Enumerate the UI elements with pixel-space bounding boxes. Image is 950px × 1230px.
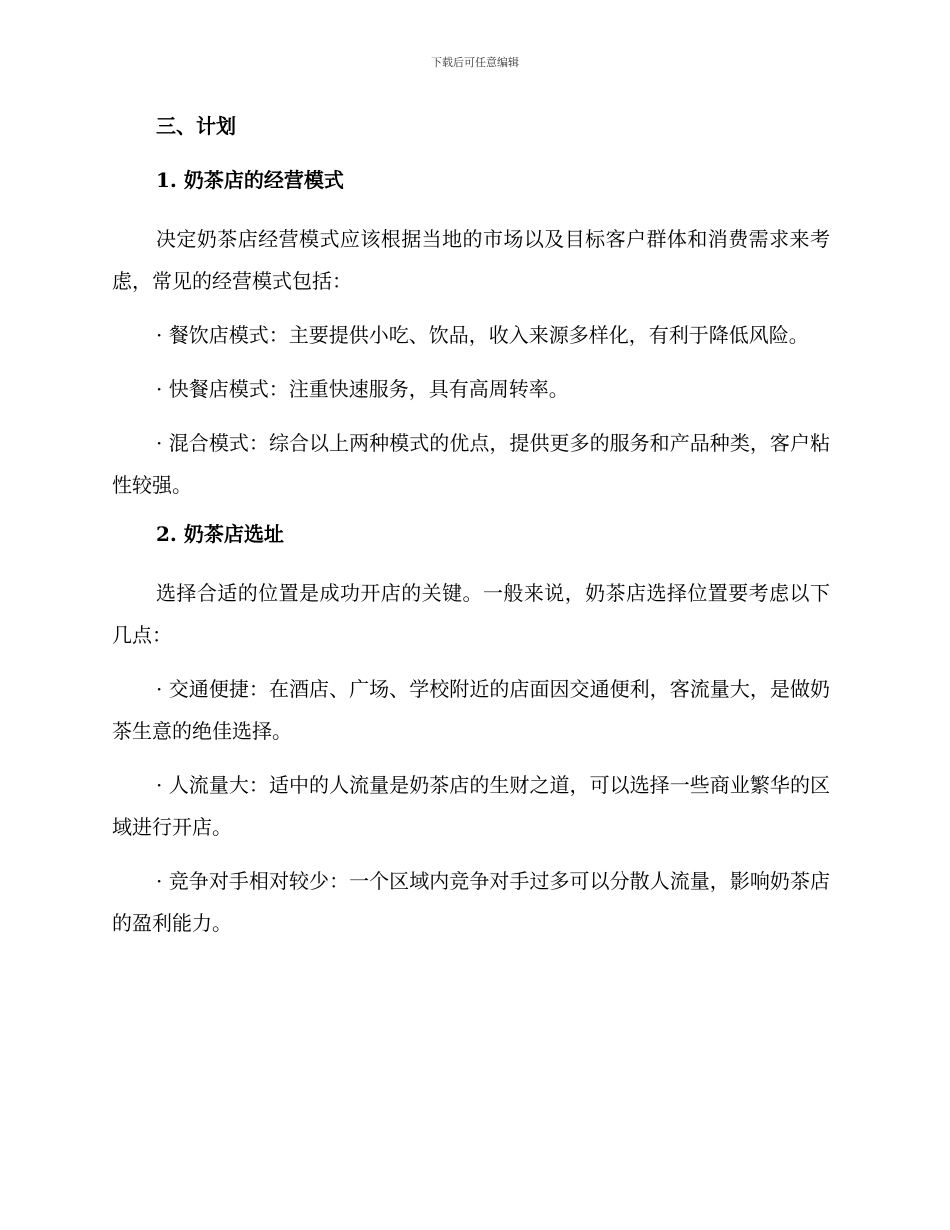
list-item-competition: · 竞争对手相对较少：一个区域内竞争对手过多可以分散人流量，影响奶茶店的盈利能力。 [112, 869, 830, 935]
list-item-restaurant-model: · 餐饮店模式：主要提供小吃、饮品，收入来源多样化，有利于降低风险。 [156, 323, 809, 347]
list-item-transport: · 交通便捷：在酒店、广场、学校附近的店面因交通便利，客流量大，是做奶茶生意的绝佳选择。 [112, 677, 830, 743]
list-item-mixed-model: · 混合模式：综合以上两种模式的优点，提供更多的服务和产品种类，客户粘性较强。 [112, 431, 830, 497]
section-title: 三、计划 [156, 114, 236, 138]
subsection-title-business-model: 1. 奶茶店的经营模式 [156, 168, 344, 192]
header-note: 下载后可任意编辑 [431, 56, 519, 69]
paragraph-business-model-intro: 决定奶茶店经营模式应该根据当地的市场以及目标客户群体和消费需求来考虑，常见的经营模式包括： [112, 227, 830, 293]
document-body [112, 110, 830, 956]
subsection-title-site-selection: 2. 奶茶店选址 [156, 522, 284, 546]
list-item-foot-traffic: · 人流量大：适中的人流量是奶茶店的生财之道，可以选择一些商业繁华的区域进行开店。 [112, 773, 830, 839]
list-item-fastfood-model: · 快餐店模式：注重快速服务，具有高周转率。 [156, 377, 569, 401]
paragraph-site-selection-intro: 选择合适的位置是成功开店的关键。一般来说，奶茶店选择位置要考虑以下几点： [112, 581, 830, 647]
